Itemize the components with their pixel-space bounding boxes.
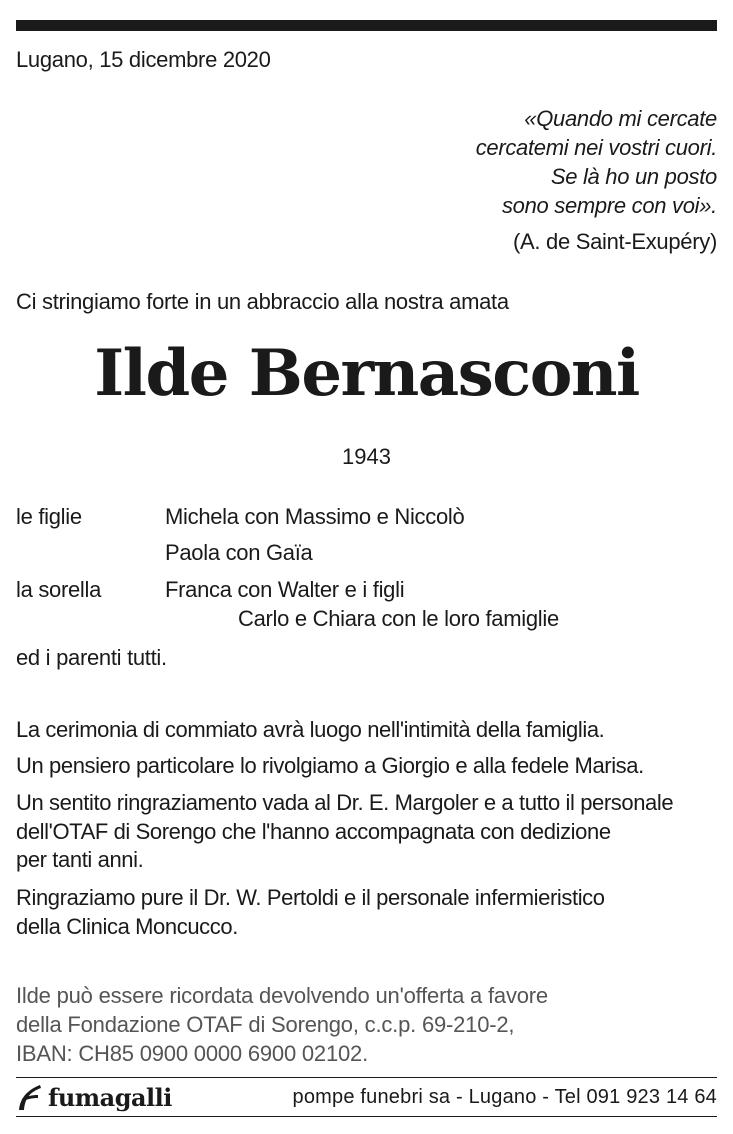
thanks-line: dell'OTAF di Sorengo che l'hanno accompagnata con dedizione	[16, 818, 611, 844]
company-info: pompe funebri sa - Lugano - Tel 091 923 14 64	[292, 1086, 717, 1108]
quote-block	[476, 104, 717, 220]
daughters-label: le figlie	[16, 504, 82, 529]
donation-line: della Fondazione OTAF di Sorengo, c.c.p. 69-210-2,	[16, 1012, 515, 1037]
donation-line: Ilde può essere ricordata devolvendo un'offerta a favore	[16, 983, 548, 1008]
quote-line: sono sempre con voi».	[501, 193, 717, 218]
quote-line: cercatemi nei vostri cuori.	[475, 135, 717, 160]
donation-paragraph	[16, 981, 548, 1068]
thanks-line: per tanti anni.	[16, 847, 144, 872]
quote-author: (A. de Saint-Exupéry)	[512, 229, 717, 254]
sister-label: la sorella	[16, 577, 102, 602]
sister-children: Carlo e Chiara con le loro famiglie	[238, 606, 559, 631]
brand-name: fumagalli	[48, 1082, 172, 1112]
sister: Franca con Walter e i figli	[165, 577, 405, 602]
thanks-paragraph-1	[16, 789, 673, 875]
donation-line: IBAN: CH85 0900 0000 6900 02102.	[16, 1041, 368, 1066]
ceremony-paragraph	[16, 716, 604, 745]
footer-bar	[16, 1077, 717, 1117]
ceremony-text: La cerimonia di commiato avrà luogo nell'intimità della famiglia.	[16, 717, 605, 742]
thanks-line: della Clinica Moncucco.	[16, 913, 238, 939]
thanks-line: Un sentito ringraziamento vada al Dr. E. Margoler e a tutto il personale	[16, 790, 674, 815]
daughter-1: Michela con Massimo e Niccolò	[165, 504, 465, 529]
fumagalli-logo-icon	[16, 1082, 42, 1112]
deceased-name: Ilde Bernasconi	[94, 336, 639, 411]
thanks-line: Ringraziamo pure il Dr. W. Pertoldi e il personale infermieristico	[16, 885, 605, 910]
thought-paragraph	[16, 752, 644, 781]
top-rule	[16, 20, 717, 31]
fumagalli-logo	[16, 1082, 172, 1112]
quote-line: «Quando mi cercate	[524, 106, 717, 131]
birth-year: 1943	[342, 444, 391, 469]
thought-text: Un pensiero particolare lo rivolgiamo a Giorgio e alla fedele Marisa.	[16, 753, 644, 778]
daughter-2: Paola con Gaïa	[165, 540, 313, 565]
quote-line: Se là ho un posto	[550, 164, 717, 189]
thanks-paragraph-2	[16, 884, 605, 941]
other-relatives: ed i parenti tutti.	[16, 645, 167, 670]
intro-text: Ci stringiamo forte in un abbraccio alla nostra amata	[16, 289, 509, 314]
place-date: Lugano, 15 dicembre 2020	[16, 47, 271, 72]
